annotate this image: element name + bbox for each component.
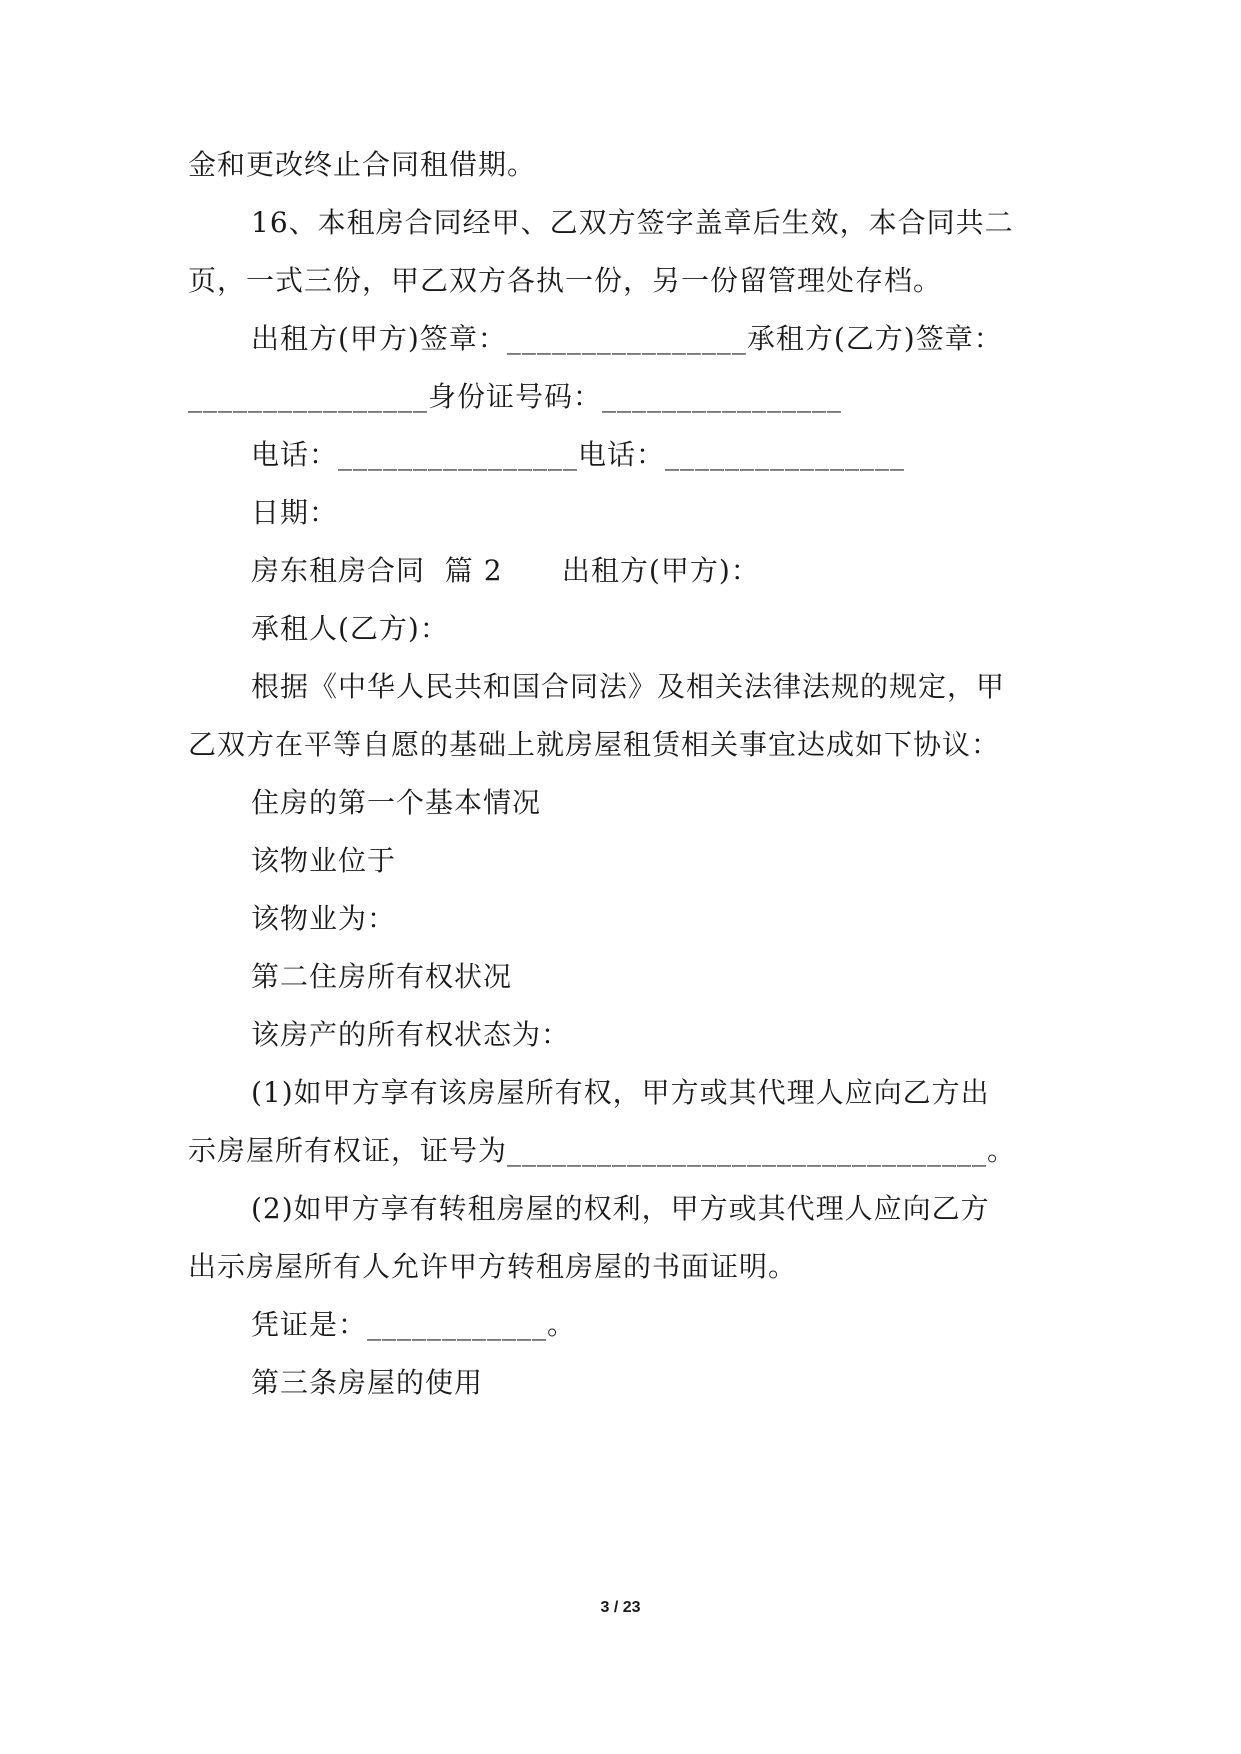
text-line: (1)如甲方享有该房屋所有权，甲方或其代理人应向乙方出 <box>251 1076 990 1109</box>
text-line: 承租人(乙方)： <box>251 612 449 645</box>
text-line: 电话：________________电话：________________ <box>251 438 906 471</box>
text-line: 出示房屋所有人允许甲方转租房屋的书面证明。 <box>188 1250 798 1283</box>
text-line: ________________身份证号码：________________ <box>188 380 843 413</box>
text-line: 该物业为： <box>251 902 397 935</box>
text-line: 日期： <box>251 496 339 529</box>
text-line: 根据《中华人民共和国合同法》及相关法律法规的规定，甲 <box>251 670 1006 703</box>
text-line: 凭证是：____________。 <box>251 1308 577 1341</box>
text-line: 乙双方在平等自愿的基础上就房屋租赁相关事宜达成如下协议： <box>188 728 1001 761</box>
text-line: 住房的第一个基本情况 <box>251 786 542 819</box>
text-line: 该房产的所有权状态为： <box>251 1018 571 1051</box>
text-line: 该物业位于 <box>251 844 397 877</box>
text-line: 金和更改终止合同租借期。 <box>188 148 537 181</box>
section-heading: 房东租房合同 篇 2 出租方(甲方)： <box>251 554 760 587</box>
text-line: 出租方(甲方)签章：________________承租方(乙方)签章： <box>251 322 1003 355</box>
text-line: 第二住房所有权状况 <box>251 960 513 993</box>
text-line: 页，一式三份，甲乙双方各执一份，另一份留管理处存档。 <box>188 264 943 297</box>
text-line: 16、本租房合同经甲、乙双方签字盖章后生效，本合同共二 <box>251 206 1014 239</box>
text-line: 第三条房屋的使用 <box>251 1366 484 1399</box>
text-line: (2)如甲方享有转租房屋的权利，甲方或其代理人应向乙方 <box>251 1192 990 1225</box>
text-line: 示房屋所有权证，证号为________________________________。 <box>188 1134 1017 1167</box>
page-number: 3 / 23 <box>600 1599 641 1616</box>
